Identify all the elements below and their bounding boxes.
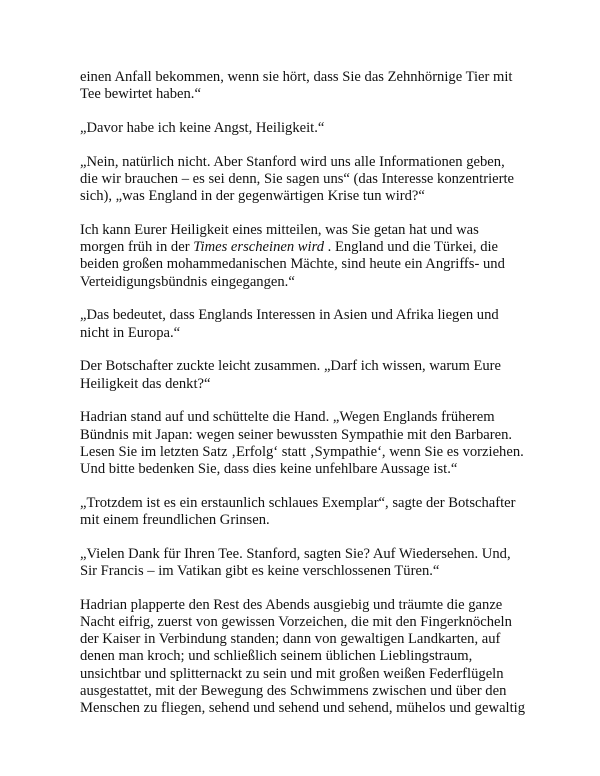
paragraph-9	[80, 546, 530, 580]
text-line: Tee bewirtet haben.“	[80, 86, 201, 103]
text-line: Hadrian plapperte den Rest des Abends ausgiebig und träumte die ganze	[80, 596, 503, 613]
text-line: „Nein, natürlich nicht. Aber Stanford wird uns alle Informationen geben,	[80, 153, 505, 170]
text-line: Lesen Sie im letzten Satz ‚Erfolg‘ statt ‚Sympathie‘, wenn Sie es vorziehen.	[80, 443, 524, 460]
text-line: Ich kann Eurer Heiligkeit eines mitteilen, was Sie getan hat und was	[80, 222, 479, 238]
text-line: Menschen zu fliegen, sehend und sehend und sehend, mühelos und gewaltig	[80, 700, 526, 717]
text-segment: morgen früh in der	[80, 239, 194, 256]
text-line: denen man kroch; und schließlich seinem üblichen Lieblingstraum,	[80, 648, 473, 665]
text-line: „Trotzdem ist es ein erstaunlich schlaues Exemplar“, sagte der Botschafter	[80, 494, 516, 511]
paragraph-3	[80, 154, 530, 206]
text-line: die wir brauchen – es sei denn, Sie sagen uns“ (das Interesse konzentrierte	[80, 171, 515, 187]
text-line: Heiligkeit das denkt?“	[80, 375, 211, 392]
text-line: der Kaiser in Verbindung standen; dann von gewaltigen Landkarten, auf	[80, 631, 501, 648]
paragraph-2	[80, 120, 530, 137]
paragraph-7	[80, 409, 530, 478]
text-line: beiden großen mohammedanischen Mächte, sind heute ein Angriffs- und	[80, 256, 505, 273]
text-line: Der Botschafter zuckte leicht zusammen. „Darf ich wissen, warum Eure	[80, 358, 502, 375]
paragraph-4	[80, 222, 530, 291]
paragraph-5	[80, 307, 530, 341]
paragraph-6	[80, 358, 530, 392]
text-line: ausgestattet, mit der Bewegung des Schwimmens zwischen und über den	[80, 682, 507, 699]
text-line: sich), „was England in der gegenwärtigen Krise tun wird?“	[80, 188, 425, 205]
text-line: Verteidigungsbündnis eingegangen.“	[80, 273, 295, 290]
text-line: „Das bedeutet, dass Englands Interessen in Asien und Afrika liegen und	[80, 307, 499, 324]
text-segment: . England und die Türkei, die	[324, 239, 499, 256]
document-page	[80, 69, 530, 734]
text-line-with-italic	[80, 239, 530, 256]
text-line: „Vielen Dank für Ihren Tee. Stanford, sagten Sie? Auf Wiedersehen. Und,	[80, 545, 511, 562]
text-line: mit einem freundlichen Grinsen.	[80, 512, 270, 529]
text-line: Nacht eifrig, zuerst von gewissen Vorzeichen, die mit den Fingerknöcheln	[80, 614, 512, 631]
text-line: unsichtbar und splitternackt zu sein und mit großen weißen Federflügeln	[80, 665, 504, 682]
text-line: einen Anfall bekommen, wenn sie hört, dass Sie das Zehnhörnige Tier mit	[80, 69, 513, 85]
text-line: Und bitte bedenken Sie, dass dies keine unfehlbare Aussage ist.“	[80, 461, 458, 478]
text-line: Hadrian stand auf und schüttelte die Hand. „Wegen Englands früherem	[80, 409, 495, 426]
text-line: Sir Francis – im Vatikan gibt es keine verschlossenen Türen.“	[80, 563, 440, 580]
paragraph-8	[80, 495, 530, 529]
paragraph-1	[80, 69, 530, 103]
text-line: Bündnis mit Japan: wegen seiner bewussten Sympathie mit den Barbaren.	[80, 426, 513, 443]
newspaper-title-italic: Times erscheinen wird	[193, 239, 325, 256]
text-line: „Davor habe ich keine Angst, Heiligkeit.“	[80, 120, 325, 136]
paragraph-10	[80, 597, 530, 717]
text-line: nicht in Europa.“	[80, 324, 181, 341]
